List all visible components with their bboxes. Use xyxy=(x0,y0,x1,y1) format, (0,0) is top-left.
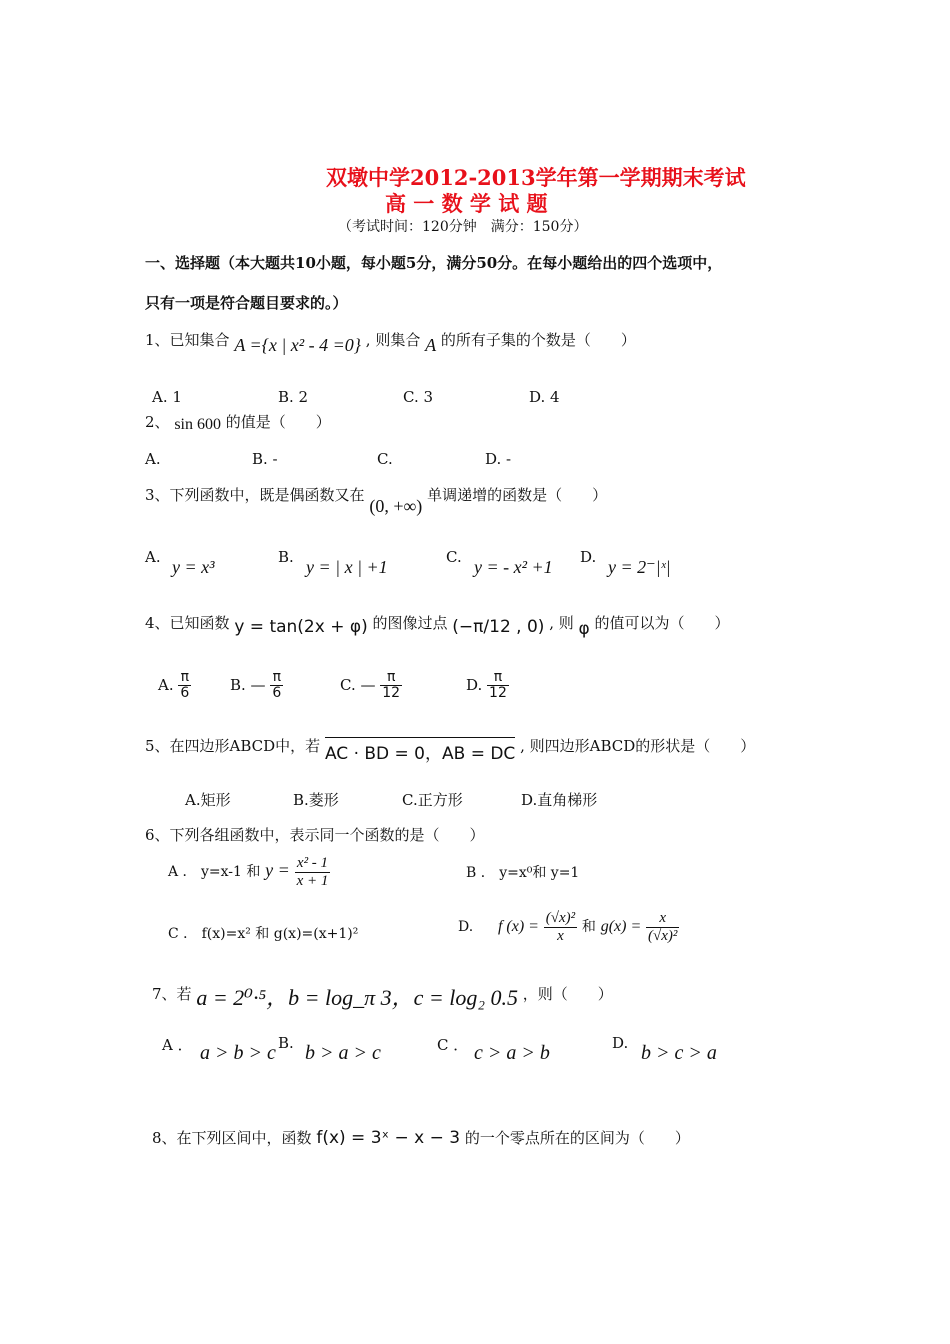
q4-num-b: π xyxy=(270,670,283,686)
q5-math: AC · BD = 0，AB = DC xyxy=(325,737,515,764)
q6-d-f: f (x) = xyxy=(497,918,539,935)
q4-num-a: π xyxy=(178,670,191,686)
q4-den-d: 12 xyxy=(489,685,507,702)
q3-label-d: D. xyxy=(580,548,597,566)
q5-post: , 则四边形ABCD的形状是（ ） xyxy=(520,737,756,755)
exam-info: （考试时间：120分钟 满分：150分） xyxy=(338,219,588,235)
q6-option-d xyxy=(458,910,679,944)
question-1 xyxy=(145,329,636,355)
question-6: 6、下列各组函数中，表示同一个函数的是（ ） xyxy=(145,826,485,844)
q3-formula-d: y = 2⁻|ˣ| xyxy=(608,557,671,577)
q6-a-num: x² - 1 xyxy=(295,855,331,873)
q4-frac-a xyxy=(178,670,191,702)
q4-num-d: π xyxy=(487,670,509,686)
q1-mid: , 则集合 xyxy=(365,331,421,349)
question-4 xyxy=(145,612,730,639)
q4-point: (−π/12 , 0) xyxy=(452,617,545,637)
q8-pre: 8、在下列区间中，函数 xyxy=(152,1129,312,1147)
q7-post: ，则（ ） xyxy=(522,985,613,1003)
q7-formula-d: b > c > a xyxy=(641,1042,717,1064)
q8-post: 的一个零点所在的区间为（ ） xyxy=(464,1129,690,1147)
question-5 xyxy=(145,729,756,764)
q4-math: y = tan(2x + φ) xyxy=(234,617,368,637)
q6-d-den2: (√x)² xyxy=(648,927,678,944)
q3-formula-a: y = x³ xyxy=(172,557,215,577)
q1-post: 的所有子集的个数是（ ） xyxy=(440,331,636,349)
q6-d-frac1 xyxy=(544,910,577,944)
q4-frac-d xyxy=(487,670,509,702)
q6-d-num1: (√x)² xyxy=(545,910,576,926)
q7-label-a: A ． xyxy=(162,1036,193,1054)
q4-num-c: π xyxy=(380,670,402,686)
q1-option-d: D. 4 xyxy=(529,388,560,406)
question-3 xyxy=(145,484,608,516)
q7-formula-b: b > a > c xyxy=(305,1042,381,1064)
q7-label-d: D. xyxy=(612,1034,629,1052)
q6-option-b: B ． y=x⁰和 y=1 xyxy=(466,865,580,881)
q4-mid: 的图像过点 xyxy=(372,614,448,632)
q2-option-c: C. xyxy=(377,450,393,468)
q3-formula-c: y = - x² +1 xyxy=(474,557,553,577)
q3-label-a: A. xyxy=(145,548,161,566)
q6-d-num2: x xyxy=(646,910,679,928)
q7-label-c: C ． xyxy=(437,1036,469,1054)
question-7 xyxy=(152,975,613,1010)
q6-a-den: x + 1 xyxy=(296,872,329,889)
q5-option-a: A.矩形 xyxy=(185,791,231,809)
q3-formula-b: y = | x | +1 xyxy=(306,557,388,577)
q3-post: 单调递增的函数是（ ） xyxy=(427,486,608,504)
q2-math: sin 600 xyxy=(174,416,221,433)
q1-var: A xyxy=(425,335,437,355)
q2-pre: 2、 xyxy=(145,413,170,431)
q3-label-c: C. xyxy=(446,548,462,566)
q5-option-c: C.正方形 xyxy=(402,791,463,809)
q5-option-b: B.菱形 xyxy=(293,791,339,809)
q7-math: a = 2⁰·⁵，b = log_π 3，c = log₂ 0.5 xyxy=(196,985,518,1010)
q2-option-a: A. xyxy=(145,450,161,468)
q4-post: 的值可以为（ ） xyxy=(594,614,730,632)
q4-var: φ xyxy=(578,619,590,639)
q8-math: f(x) = 3ˣ − x − 3 xyxy=(316,1128,461,1148)
q3-label-b: B. xyxy=(278,548,294,566)
q4-mid2: , 则 xyxy=(549,614,574,632)
q6-d-frac2 xyxy=(646,910,679,944)
q6-a-lhs: y = xyxy=(265,860,290,880)
q6-option-c: C ． f(x)=x² 和 g(x)=(x+1)² xyxy=(168,926,359,942)
q6-d-g: g(x) = xyxy=(600,918,642,935)
q7-formula-c: c > a > b xyxy=(474,1042,550,1064)
q2-option-b: B. - xyxy=(252,450,278,468)
q1-option-a: A. 1 xyxy=(152,388,182,406)
section1-line1: 一、选择题（本大题共10小题，每小题5分，满分50分。在每小题给出的四个选项中， xyxy=(145,254,723,272)
q5-pre: 5、在四边形ABCD中，若 xyxy=(145,737,321,755)
q5-option-d: D.直角梯形 xyxy=(521,791,598,809)
exam-subtitle: 高 一 数 学 试 题 xyxy=(385,191,548,216)
exam-title: 双墩中学2012-2013学年第一学期期末考试 xyxy=(326,165,746,190)
q4-den-c: 12 xyxy=(382,685,401,702)
q6-a-label: A ． y=x-1 和 xyxy=(168,864,261,880)
q4-label-d: D. xyxy=(466,675,483,694)
q3-math: (0, +∞) xyxy=(369,496,423,516)
q2-option-d: D. - xyxy=(485,450,512,468)
question-2 xyxy=(145,411,331,432)
q4-option-c xyxy=(340,670,402,702)
q1-option-c: C. 3 xyxy=(403,388,434,406)
q1-option-b: B. 2 xyxy=(278,388,309,406)
q6-d-and: 和 xyxy=(581,919,596,935)
q6-d-den1: x xyxy=(557,927,564,944)
q4-pre: 4、已知函数 xyxy=(145,614,230,632)
q2-post: 的值是（ ） xyxy=(225,413,331,431)
q6-a-frac xyxy=(295,855,331,889)
q4-label-b: B. — xyxy=(230,675,266,694)
q4-option-d xyxy=(466,670,509,702)
q1-pre: 1、已知集合 xyxy=(145,331,230,349)
q4-option-b xyxy=(230,670,283,702)
q3-pre: 3、下列函数中，既是偶函数又在 xyxy=(145,486,365,504)
q4-den-a: 6 xyxy=(180,685,190,702)
q4-label-a: A. xyxy=(158,675,174,694)
question-8 xyxy=(152,1127,690,1148)
section1-line2: 只有一项是符合题目要求的。） xyxy=(145,294,348,312)
q4-option-a xyxy=(158,670,191,702)
q7-label-b: B. xyxy=(278,1034,294,1052)
q4-frac-b xyxy=(270,670,283,702)
q4-den-b: 6 xyxy=(272,685,282,702)
q1-math: A ={x | x² - 4 =0} xyxy=(234,335,362,355)
q4-label-c: C. — xyxy=(340,675,376,694)
q6-d-label: D. xyxy=(458,919,474,935)
q6-option-a xyxy=(168,855,330,889)
q7-pre: 7、若 xyxy=(152,985,192,1003)
q7-formula-a: a > b > c xyxy=(200,1042,276,1064)
q4-frac-c xyxy=(380,670,402,702)
